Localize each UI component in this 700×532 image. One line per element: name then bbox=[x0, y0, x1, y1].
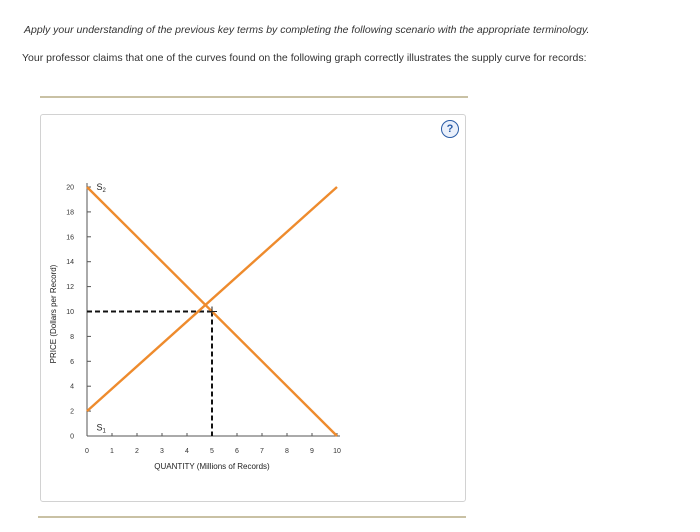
x-tick-label: 1 bbox=[110, 448, 114, 455]
bottom-divider bbox=[38, 516, 466, 518]
curve-label-s1: $S_1$ bbox=[96, 422, 106, 435]
prompt-text: Your professor claims that one of the curves found on the following graph correctly illustrates the supply curve for records: bbox=[22, 52, 587, 64]
y-axis-title: PRICE (Dollars per Record) bbox=[49, 264, 58, 364]
x-tick-label: 2 bbox=[135, 448, 139, 455]
x-axis-title: QUANTITY (Millions of Records) bbox=[154, 462, 270, 471]
y-tick-label: 14 bbox=[66, 259, 74, 267]
x-tick-label: 7 bbox=[260, 448, 264, 455]
x-tick-label: 3 bbox=[160, 448, 164, 455]
curve-label-s2: $S_2$ bbox=[96, 182, 106, 195]
x-tick-label: 10 bbox=[333, 448, 341, 455]
x-tick-label: 5 bbox=[210, 448, 214, 455]
y-tick-label: 16 bbox=[66, 234, 74, 242]
y-tick-label: 20 bbox=[66, 184, 74, 192]
x-tick-label: 0 bbox=[85, 448, 89, 455]
instruction-text: Apply your understanding of the previous key terms by completing the following scenario with the appropriate terminology. bbox=[24, 24, 590, 36]
y-tick-label: 4 bbox=[70, 383, 74, 391]
x-tick-label: 4 bbox=[185, 448, 189, 455]
y-tick-label: 0 bbox=[70, 433, 74, 441]
help-button[interactable]: ? bbox=[441, 120, 459, 138]
y-tick-label: 8 bbox=[70, 333, 74, 341]
x-tick-label: 6 bbox=[235, 448, 239, 455]
x-tick-label: 8 bbox=[285, 448, 289, 455]
y-tick-label: 10 bbox=[66, 309, 74, 316]
x-tick-label: 9 bbox=[310, 448, 314, 455]
y-tick-label: 12 bbox=[66, 284, 74, 292]
y-tick-label: 18 bbox=[66, 209, 74, 217]
y-tick-label: 6 bbox=[70, 358, 74, 366]
y-tick-label: 2 bbox=[70, 408, 74, 416]
